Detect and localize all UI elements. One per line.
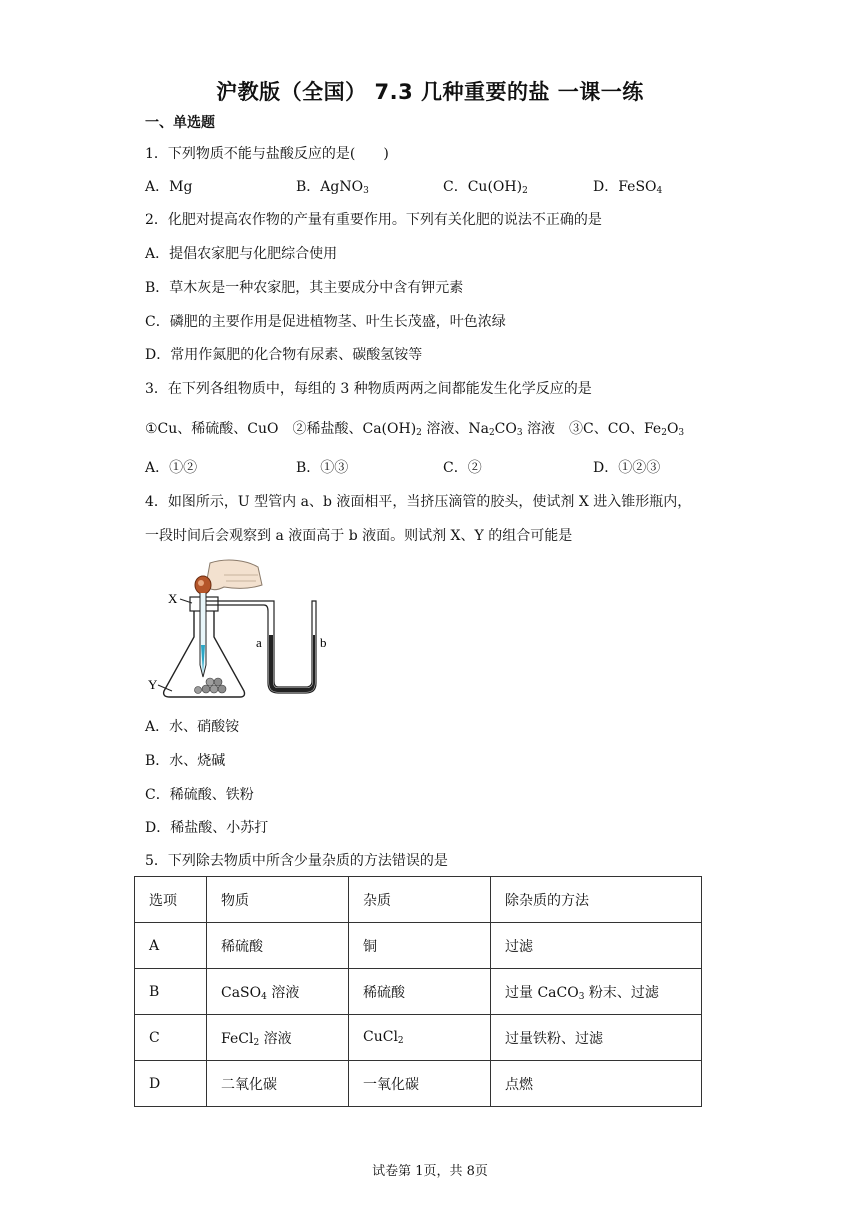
q4-option-d: D．稀盐酸、小苏打 bbox=[145, 820, 269, 836]
table-header-row bbox=[135, 877, 702, 923]
section-heading: 一、单选题 bbox=[145, 115, 215, 131]
label-x: X bbox=[168, 591, 178, 606]
table-row bbox=[135, 923, 702, 969]
table-cell: 一氧化碳 bbox=[349, 1061, 491, 1107]
q2-stem: 2．化肥对提高农作物的产量有重要作用。下列有关化肥的说法不正确的是 bbox=[145, 212, 602, 228]
q4-option-a: A．水、硝酸铵 bbox=[145, 719, 240, 735]
label-a: a bbox=[256, 635, 262, 650]
q1-option-c: C．$Cu(OH)_2$ bbox=[443, 179, 528, 196]
table-cell: 过量 CaCO$_3$ 粉末、过滤 bbox=[491, 969, 702, 1015]
page-footer: 试卷第 1页，共 8页 bbox=[372, 1164, 488, 1179]
table-cell: D bbox=[135, 1061, 207, 1107]
label-y: Y bbox=[148, 677, 158, 692]
table-cell: CuCl$_2$ bbox=[349, 1015, 491, 1061]
q2-option-c: C．磷肥的主要作用是促进植物茎、叶生长茂盛，叶色浓绿 bbox=[145, 314, 506, 330]
q4-option-c: C．稀硫酸、铁粉 bbox=[145, 787, 254, 803]
q4-option-b: B．水、烧碱 bbox=[145, 753, 226, 769]
table-cell: 点燃 bbox=[491, 1061, 702, 1107]
table-cell: 过量铁粉、过滤 bbox=[491, 1015, 702, 1061]
q1-stem: 1．下列物质不能与盐酸反应的是( ) bbox=[145, 146, 389, 162]
q1-option-b: B．AgNO$_3$ bbox=[296, 179, 369, 196]
q4-apparatus-figure bbox=[140, 555, 340, 705]
q2-option-a: A．提倡农家肥与化肥综合使用 bbox=[145, 246, 338, 262]
q4-stem-line2: 一段时间后会观察到 a 液面高于 b 液面。则试剂 X、Y 的组合可能是 bbox=[145, 528, 573, 544]
q3-groups: ①Cu、稀硫酸、CuO ②稀盐酸、$Ca(OH)_2$ 溶液、$Na_2CO_3$ 溶液 ③C、CO、$Fe_2O_3$ bbox=[145, 421, 685, 438]
header-cell: 选项 bbox=[135, 877, 207, 923]
q5-stem: 5．下列除去物质中所含少量杂质的方法错误的是 bbox=[145, 853, 448, 869]
table-row bbox=[135, 969, 702, 1015]
table-row bbox=[135, 1061, 702, 1107]
table-cell: FeCl$_2$ 溶液 bbox=[207, 1015, 349, 1061]
table-cell: 过滤 bbox=[491, 923, 702, 969]
table-cell: A bbox=[135, 923, 207, 969]
q3-option-a: A．①② bbox=[145, 460, 198, 476]
table-cell: 稀硫酸 bbox=[207, 923, 349, 969]
q3-option-b: B．①③ bbox=[296, 460, 349, 476]
q3-option-d: D．①②③ bbox=[593, 460, 661, 476]
table-cell: B bbox=[135, 969, 207, 1015]
header-cell: 杂质 bbox=[349, 877, 491, 923]
table-row bbox=[135, 1015, 702, 1061]
q4-stem-line1: 4．如图所示，U 型管内 a、b 液面相平，当挤压滴管的胶头，使试剂 X 进入锥形瓶内， bbox=[145, 494, 692, 510]
q2-option-b: B．草木灰是一种农家肥，其主要成分中含有钾元素 bbox=[145, 280, 464, 296]
q1-option-d: D．FeSO$_4$ bbox=[593, 179, 663, 196]
q2-option-d: D．常用作氮肥的化合物有尿素、碳酸氢铵等 bbox=[145, 347, 423, 363]
header-cell: 物质 bbox=[207, 877, 349, 923]
u-tube bbox=[254, 601, 316, 693]
table-cell: 铜 bbox=[349, 923, 491, 969]
q3-option-c: C．② bbox=[443, 460, 482, 476]
table-cell: 二氧化碳 bbox=[207, 1061, 349, 1107]
label-b: b bbox=[320, 635, 327, 650]
q5-table bbox=[134, 876, 702, 1107]
page-title: 沪教版（全国） 7.3 几种重要的盐 一课一练 bbox=[216, 80, 644, 104]
table-cell: C bbox=[135, 1015, 207, 1061]
table-cell: 稀硫酸 bbox=[349, 969, 491, 1015]
header-cell: 除杂质的方法 bbox=[491, 877, 702, 923]
q1-option-a: A．Mg bbox=[145, 179, 193, 195]
table-cell: CaSO$_4$ 溶液 bbox=[207, 969, 349, 1015]
solid-y-granules bbox=[195, 678, 227, 694]
q3-stem: 3．在下列各组物质中，每组的 3 种物质两两之间都能发生化学反应的是 bbox=[145, 381, 592, 397]
